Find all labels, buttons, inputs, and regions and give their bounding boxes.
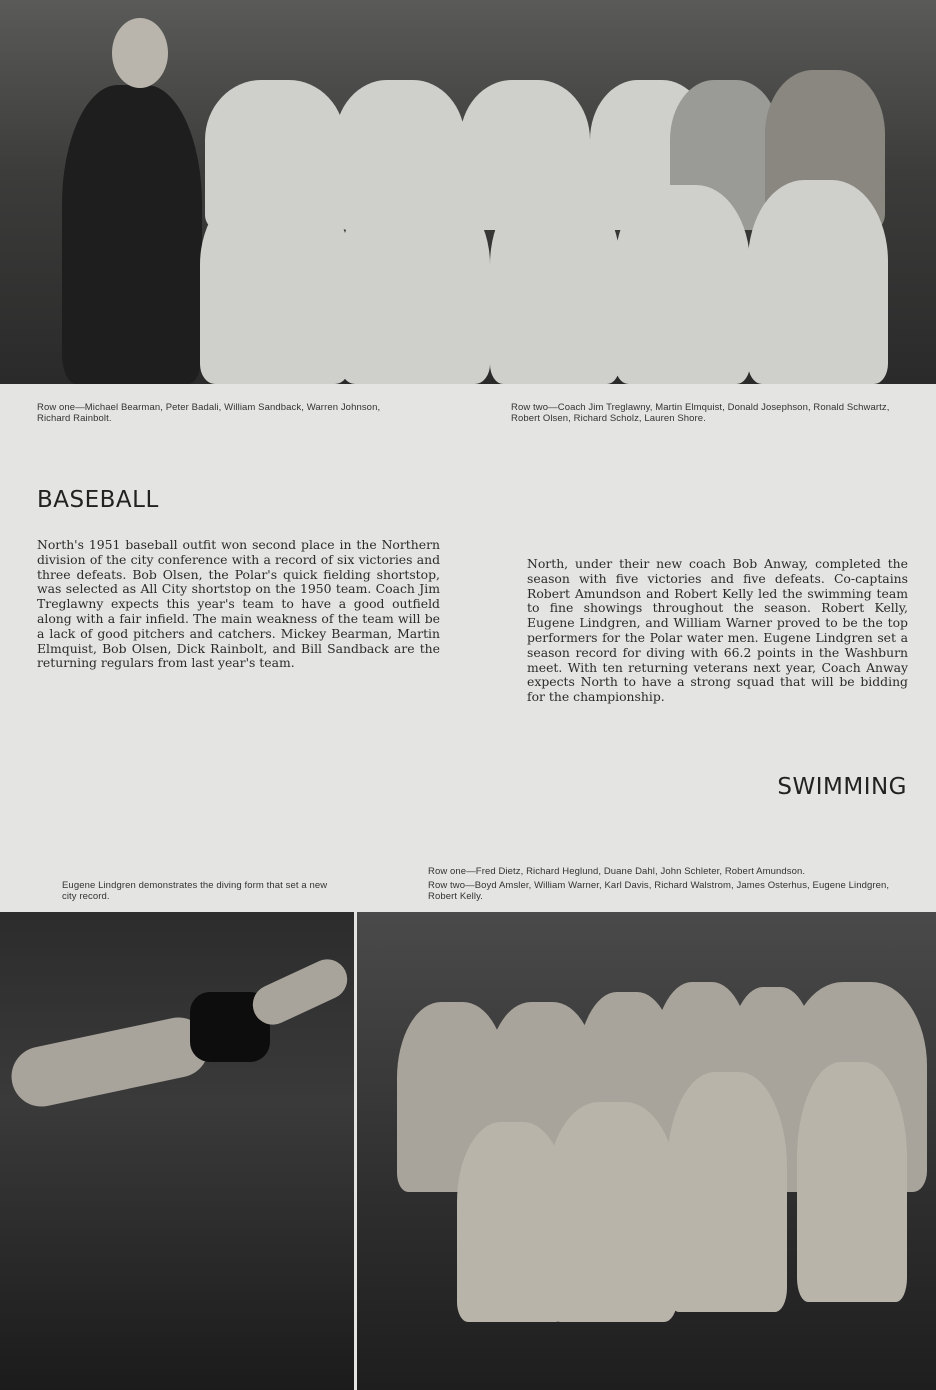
swimming-caption-row-two: Row two—Boyd Amsler, William Warner, Karl Davis, Richard Walstrom, James Osterhus, Eugene Lindgren, Robert Kelly. [428,880,890,902]
swimming-body: North, under their new coach Bob Anway, completed the season with five victories and five defeats. Co-captains Robert Amundson and Robert Kelly led the swimming team to fine showings throughout the season. Robert Kelly, Eugene Lindgren, and William Warner proved to be the top performers for the Polar water men. Eugene Lindgren set a season record for diving with 66.2 points in the Washburn meet. With ten returning veterans next year, Coach Anway expects North to have a strong squad that will be bidding for the championship. [527,556,908,705]
swimmer-figure [667,1072,787,1312]
dive-caption: Eugene Lindgren demonstrates the diving form that set a new city record. [62,880,328,902]
player-figure [615,185,750,384]
baseball-caption-row-one: Row one—Michael Bearman, Peter Badali, William Sandback, Warren Johnson, Richard Rainbolt. [37,402,381,424]
swimming-caption-row-one: Row one—Fred Dietz, Richard Heglund, Duane Dahl, John Schleter, Robert Amundson. [428,866,806,877]
swimming-team-photo [357,912,936,1390]
baseball-team-photo [0,0,936,384]
baseball-heading: BASEBALL [37,487,159,513]
swimming-heading: SWIMMING [777,774,907,800]
player-figure [200,185,350,384]
baseball-body: North's 1951 baseball outfit won second place in the Northern division of the city conference with a record of six victories and three defeats. Bob Olsen, the Polar's quick fielding shortstop, was selected as All City shortstop on the 1950 team. Coach Jim Treglawny expects this year's team to have a good outfield along with a fair infield. The main weakness of the team will be a lack of good pitchers and catchers. Mickey Bearman, Martin Elmquist, Bob Olsen, Dick Rainbolt, and Bill Sandback are the returning regulars from last year's team. [37,537,440,671]
diver-figure [6,1012,214,1112]
baseball-caption-row-two: Row two—Coach Jim Treglawny, Martin Elmquist, Donald Josephson, Ronald Schwartz, Robert Olsen, Richard Scholz, Lauren Shore. [511,402,890,424]
swimmer-figure [797,1062,907,1302]
player-figure [340,185,490,384]
player-figure [490,185,620,384]
diving-photo [0,912,354,1390]
diver-legs [246,953,354,1032]
coach-figure [62,85,202,384]
coach-head [112,18,168,88]
swimmer-figure [547,1102,677,1322]
player-figure [748,180,888,384]
